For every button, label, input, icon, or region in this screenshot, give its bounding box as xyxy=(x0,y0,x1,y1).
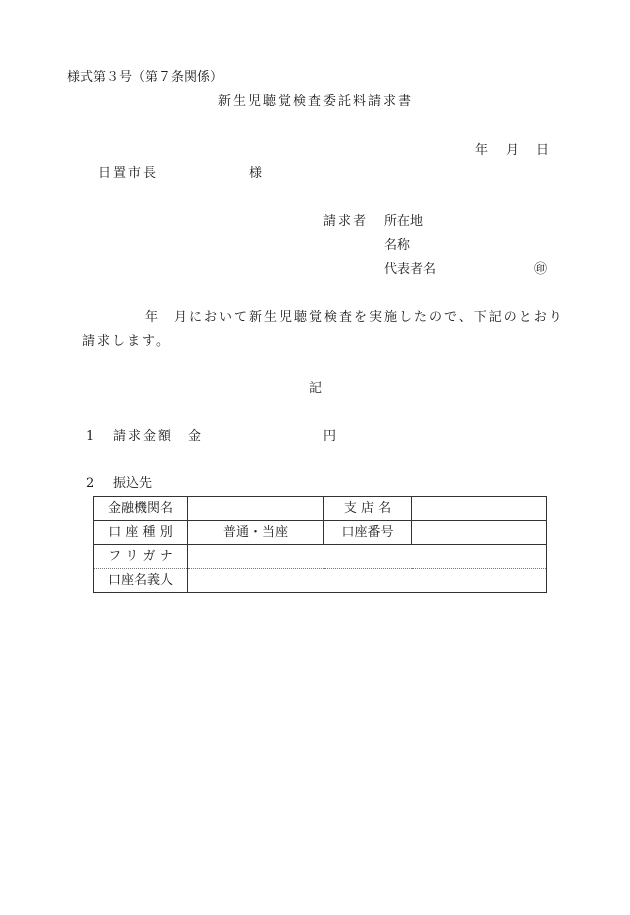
item1-label: 請求金額 xyxy=(113,429,174,444)
claimant-address-label: 所在地 xyxy=(384,214,424,229)
table-row xyxy=(94,521,547,545)
claimant-representative-label: 代表者名 xyxy=(384,262,437,277)
furigana-value-cell[interactable] xyxy=(188,545,547,569)
ki-heading: 記 xyxy=(309,381,323,396)
body-year-unit: 年 xyxy=(145,310,159,325)
date-year-unit: 年 xyxy=(475,143,489,158)
document-title: 新生児聴覚検査委託料請求書 xyxy=(218,94,414,109)
form-number: 様式第３号（第７条関係） xyxy=(67,70,224,85)
account-type-options-cell[interactable]: 普通・当座 xyxy=(188,521,324,545)
item2-label: 振込先 xyxy=(113,476,153,491)
item2-number: 2 xyxy=(86,476,95,491)
branch-value-cell[interactable] xyxy=(412,497,547,521)
item1-prefix: 金 xyxy=(188,429,202,444)
seal-mark-icon: ㊞ xyxy=(534,262,548,277)
item1-suffix: 円 xyxy=(323,429,337,444)
institution-value-cell[interactable] xyxy=(188,497,324,521)
account-number-label-cell: 口座番号 xyxy=(324,521,412,545)
account-holder-value-cell[interactable] xyxy=(188,569,547,593)
claimant-name-label: 名称 xyxy=(384,238,411,253)
date-month-unit: 月 xyxy=(506,143,520,158)
body-line1: 月において新生児聴覚検査を実施したので、下記のとおり xyxy=(174,310,564,325)
furigana-label-cell: フ リ ガ ナ xyxy=(94,545,188,569)
institution-label-cell: 金融機関名 xyxy=(94,497,188,521)
table-row xyxy=(94,569,547,593)
branch-label-cell: 支 店 名 xyxy=(324,497,412,521)
date-day-unit: 日 xyxy=(536,143,550,158)
table-row xyxy=(94,545,547,569)
bank-transfer-table xyxy=(93,496,547,593)
addressee-name: 日置市長 xyxy=(98,166,159,181)
account-type-label-cell: 口 座 種 別 xyxy=(94,521,188,545)
account-number-value-cell[interactable] xyxy=(412,521,547,545)
table-row xyxy=(94,497,547,521)
claimant-heading: 請求者 xyxy=(323,214,369,229)
body-line2: 請求します。 xyxy=(82,334,171,349)
account-holder-label-cell: 口座名義人 xyxy=(94,569,188,593)
item1-number: 1 xyxy=(86,429,95,444)
addressee-honorific: 様 xyxy=(249,166,263,181)
